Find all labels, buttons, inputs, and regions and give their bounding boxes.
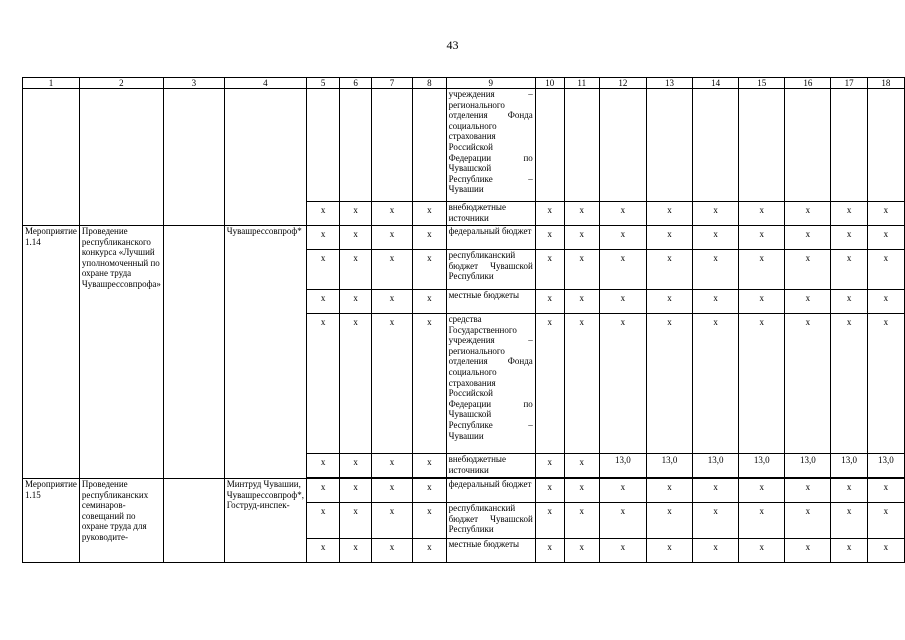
x-mark-cell: x [867, 202, 904, 226]
x-mark-cell: x [413, 539, 446, 563]
x-mark-cell: x [535, 226, 564, 250]
x-mark-cell: x [693, 290, 739, 314]
x-mark-cell: x [535, 539, 564, 563]
x-mark-cell: x [867, 539, 904, 563]
value-cell: 13,0 [646, 454, 692, 478]
x-mark-cell: x [599, 314, 646, 454]
header-cell: 11 [564, 78, 599, 89]
x-mark-cell: x [413, 250, 446, 290]
source-cell: местные бюджеты [446, 539, 535, 563]
x-mark-cell: x [646, 539, 692, 563]
program-table [22, 77, 905, 563]
header-row [23, 78, 905, 89]
x-mark-cell: x [785, 314, 831, 454]
source-cell: федеральный бюджет [446, 479, 535, 503]
x-mark-cell: x [340, 314, 372, 454]
event-col3 [163, 226, 224, 479]
x-mark-cell: x [413, 202, 446, 226]
x-mark-cell: x [831, 202, 867, 226]
x-mark-cell: x [831, 314, 867, 454]
x-mark-cell: x [371, 226, 412, 250]
x-mark-cell: x [306, 250, 339, 290]
header-cell: 10 [535, 78, 564, 89]
header-cell: 6 [340, 78, 372, 89]
x-mark-cell: x [693, 314, 739, 454]
x-mark-cell: x [413, 226, 446, 250]
x-mark-cell: x [413, 454, 446, 478]
header-cell: 16 [785, 78, 831, 89]
x-mark-cell: x [371, 454, 412, 478]
cont-exec-cell [224, 89, 306, 226]
source-cell: республиканский бюджет Чувашской Республики [446, 503, 535, 539]
source-cell: федеральный бюджет [446, 226, 535, 250]
x-mark-cell: x [535, 314, 564, 454]
x-mark-cell: x [785, 539, 831, 563]
event-col3 [163, 479, 224, 563]
event-executor: Минтруд Чувашии, Чувашрессовпроф*, Гоструд-инспек- [224, 479, 306, 563]
x-mark-cell: x [306, 539, 339, 563]
x-mark-cell: x [785, 202, 831, 226]
x-mark-cell: x [739, 202, 785, 226]
cont-label-cell [23, 89, 80, 226]
x-mark-cell: x [564, 226, 599, 250]
source-cell: республиканский бюджет Чувашской Республики [446, 250, 535, 290]
x-mark-cell: x [646, 202, 692, 226]
x-mark-cell: x [739, 479, 785, 503]
header-cell: 2 [79, 78, 163, 89]
value-cell: 13,0 [831, 454, 867, 478]
x-mark-cell: x [831, 226, 867, 250]
value-cell: 13,0 [867, 454, 904, 478]
table-row [23, 226, 905, 250]
x-mark-cell: x [739, 314, 785, 454]
header-cell: 1 [23, 78, 80, 89]
x-mark-cell: x [564, 250, 599, 290]
table-row [23, 89, 905, 202]
header-cell: 5 [306, 78, 339, 89]
x-mark-cell: x [564, 202, 599, 226]
x-mark-cell: x [599, 226, 646, 250]
value-cell: 13,0 [693, 454, 739, 478]
x-mark-cell: x [535, 290, 564, 314]
x-mark-cell: x [646, 479, 692, 503]
x-mark-cell: x [646, 503, 692, 539]
table-row [23, 479, 905, 503]
x-mark-cell: x [340, 539, 372, 563]
x-mark-cell: x [867, 250, 904, 290]
x-mark-cell: x [693, 226, 739, 250]
header-cell: 8 [413, 78, 446, 89]
x-mark-cell: x [371, 503, 412, 539]
header-cell: 13 [646, 78, 692, 89]
x-mark-cell: x [413, 314, 446, 454]
x-mark-cell: x [371, 250, 412, 290]
header-cell: 14 [693, 78, 739, 89]
x-mark-cell: x [599, 202, 646, 226]
x-mark-cell: x [646, 226, 692, 250]
x-mark-cell: x [739, 250, 785, 290]
x-mark-cell: x [785, 503, 831, 539]
x-mark-cell: x [306, 503, 339, 539]
x-mark-cell: x [867, 314, 904, 454]
event-label: Мероприятие 1.14 [23, 226, 80, 479]
x-mark-cell: x [739, 226, 785, 250]
x-mark-cell: x [599, 250, 646, 290]
x-mark-cell: x [535, 202, 564, 226]
header-cell: 3 [163, 78, 224, 89]
x-mark-cell: x [831, 479, 867, 503]
value-cell: 13,0 [739, 454, 785, 478]
x-mark-cell: x [371, 539, 412, 563]
x-mark-cell: x [340, 250, 372, 290]
x-mark-cell: x [693, 479, 739, 503]
x-mark-cell: x [535, 479, 564, 503]
x-mark-cell: x [306, 314, 339, 454]
source-cell: внебюджетные источники [446, 454, 535, 478]
x-mark-cell: x [739, 290, 785, 314]
value-cell: 13,0 [599, 454, 646, 478]
x-mark-cell: x [340, 202, 372, 226]
event-label: Мероприятие 1.15 [23, 479, 80, 563]
header-cell: 4 [224, 78, 306, 89]
x-mark-cell: x [564, 290, 599, 314]
x-mark-cell: x [306, 454, 339, 478]
header-cell: 17 [831, 78, 867, 89]
event-name: Проведение республиканских семинаров-совещаний по охране труда для руководите- [79, 479, 163, 563]
x-mark-cell: x [867, 290, 904, 314]
x-mark-cell: x [831, 290, 867, 314]
x-mark-cell: x [867, 503, 904, 539]
x-mark-cell: x [693, 539, 739, 563]
x-mark-cell: x [413, 290, 446, 314]
x-mark-cell: x [646, 314, 692, 454]
x-mark-cell: x [831, 503, 867, 539]
x-mark-cell: x [693, 503, 739, 539]
event-executor: Чувашрессовпроф* [224, 226, 306, 479]
x-mark-cell: x [535, 454, 564, 478]
header-cell: 18 [867, 78, 904, 89]
x-mark-cell: x [785, 479, 831, 503]
x-mark-cell: x [785, 226, 831, 250]
x-mark-cell: x [693, 202, 739, 226]
x-mark-cell: x [646, 250, 692, 290]
x-mark-cell: x [535, 250, 564, 290]
x-mark-cell: x [535, 503, 564, 539]
x-mark-cell: x [739, 503, 785, 539]
x-mark-cell: x [867, 479, 904, 503]
source-cell: учреждения – регионального отделения Фонда социального страхования Российской Федерации по Чувашской Республике – Чувашии [446, 89, 535, 202]
value-cell: 13,0 [785, 454, 831, 478]
x-mark-cell: x [831, 539, 867, 563]
x-mark-cell: x [785, 290, 831, 314]
x-mark-cell: x [413, 503, 446, 539]
x-mark-cell: x [371, 314, 412, 454]
page-number: 43 [446, 38, 459, 52]
x-mark-cell: x [646, 290, 692, 314]
x-mark-cell: x [599, 479, 646, 503]
header-cell: 7 [371, 78, 412, 89]
x-mark-cell: x [867, 226, 904, 250]
x-mark-cell: x [371, 202, 412, 226]
x-mark-cell: x [340, 226, 372, 250]
x-mark-cell: x [371, 479, 412, 503]
source-cell: средства Государственного учреждения – регионального отделения Фонда социального страхования Российской Федерации по Чувашской Республике – Чувашии [446, 314, 535, 454]
x-mark-cell: x [599, 503, 646, 539]
x-mark-cell: x [564, 539, 599, 563]
x-mark-cell: x [739, 539, 785, 563]
x-mark-cell: x [306, 226, 339, 250]
x-mark-cell: x [831, 250, 867, 290]
x-mark-cell: x [306, 202, 339, 226]
source-cell: внебюджетные источники [446, 202, 535, 226]
source-cell: местные бюджеты [446, 290, 535, 314]
x-mark-cell: x [340, 479, 372, 503]
x-mark-cell: x [599, 539, 646, 563]
event-name: Проведение республиканского конкурса «Лучший уполномоченный по охране труда Чувашрессовпрофа» [79, 226, 163, 479]
x-mark-cell: x [371, 290, 412, 314]
header-cell: 9 [446, 78, 535, 89]
cont-col3-cell [163, 89, 224, 226]
x-mark-cell: x [340, 503, 372, 539]
x-mark-cell: x [693, 250, 739, 290]
x-mark-cell: x [413, 479, 446, 503]
x-mark-cell: x [564, 454, 599, 478]
x-mark-cell: x [564, 314, 599, 454]
cont-name-cell [79, 89, 163, 226]
x-mark-cell: x [340, 454, 372, 478]
header-cell: 12 [599, 78, 646, 89]
x-mark-cell: x [306, 290, 339, 314]
x-mark-cell: x [564, 479, 599, 503]
x-mark-cell: x [340, 290, 372, 314]
x-mark-cell: x [564, 503, 599, 539]
x-mark-cell: x [306, 479, 339, 503]
x-mark-cell: x [599, 290, 646, 314]
header-cell: 15 [739, 78, 785, 89]
x-mark-cell: x [785, 250, 831, 290]
